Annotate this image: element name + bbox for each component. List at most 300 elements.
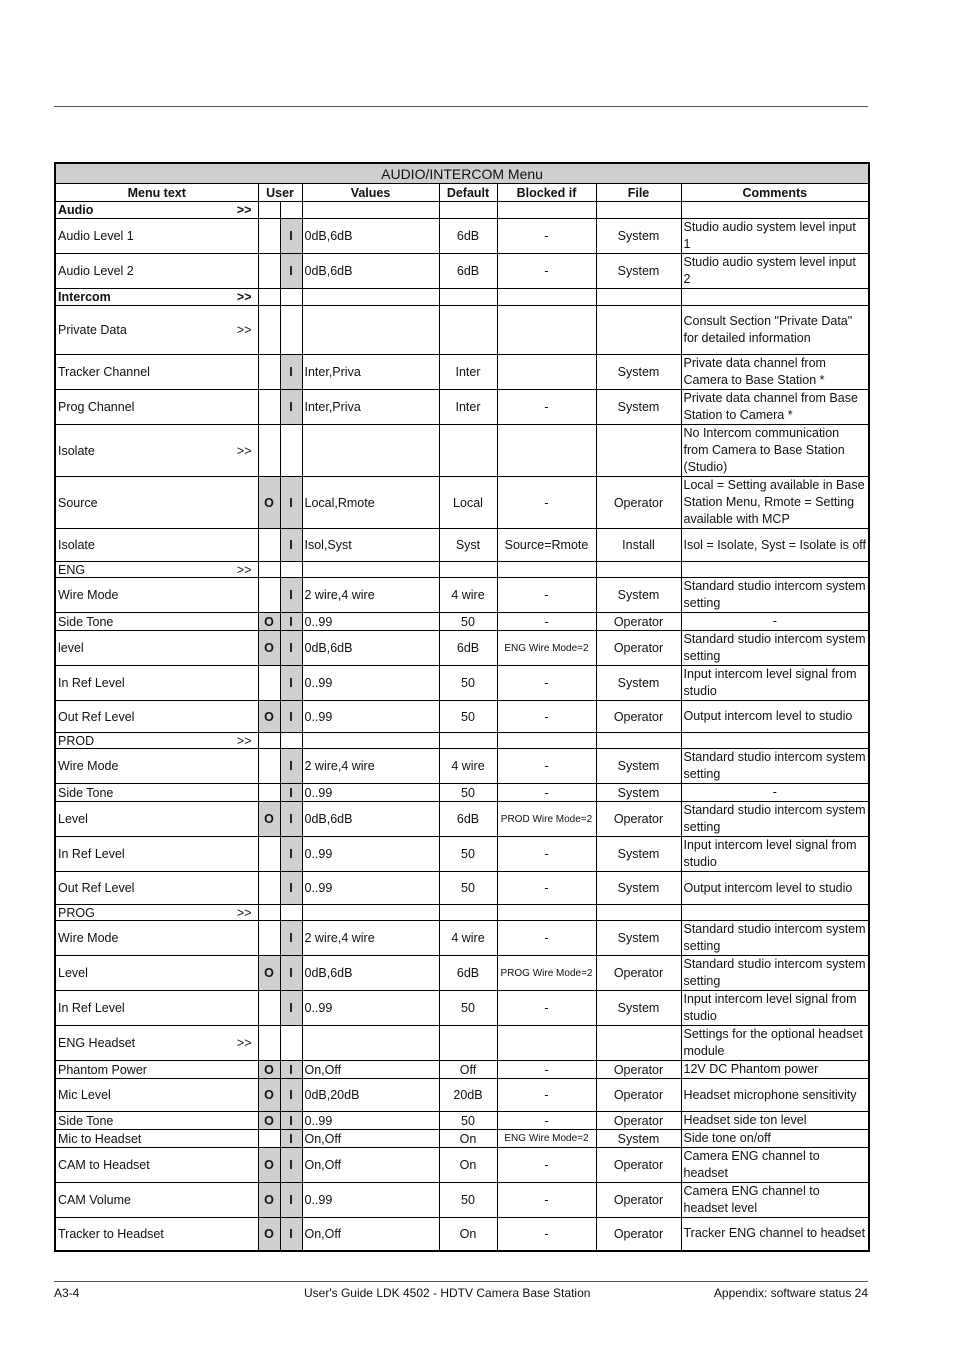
user-operator-flag bbox=[258, 529, 280, 562]
default-cell: 50 bbox=[439, 991, 497, 1026]
values-cell bbox=[302, 425, 439, 477]
blocked-if-cell: - bbox=[497, 613, 596, 631]
user-operator-flag bbox=[258, 1130, 280, 1148]
blocked-if-cell bbox=[497, 202, 596, 219]
blocked-if-cell: - bbox=[497, 701, 596, 733]
user-operator-flag bbox=[258, 749, 280, 784]
file-cell: System bbox=[596, 219, 681, 254]
file-cell: Operator bbox=[596, 802, 681, 837]
file-cell bbox=[596, 202, 681, 219]
user-install-flag: I bbox=[280, 956, 302, 991]
user-install-flag: I bbox=[280, 1183, 302, 1218]
values-cell: 0..99 bbox=[302, 1183, 439, 1218]
menu-text-cell bbox=[55, 219, 258, 254]
table-row bbox=[55, 872, 869, 905]
blocked-if-cell bbox=[497, 355, 596, 390]
file-cell: Operator bbox=[596, 956, 681, 991]
menu-text: Wire Mode bbox=[58, 759, 119, 773]
file-cell: System bbox=[596, 749, 681, 784]
default-cell: On bbox=[439, 1218, 497, 1251]
user-operator-flag: O bbox=[258, 1061, 280, 1079]
file-cell: Operator bbox=[596, 1183, 681, 1218]
values-cell: Inter,Priva bbox=[302, 390, 439, 425]
table-row bbox=[55, 733, 869, 749]
menu-text-cell bbox=[55, 1112, 258, 1130]
menu-text-cell bbox=[55, 289, 258, 306]
blocked-if-cell: - bbox=[497, 1218, 596, 1251]
menu-text: CAM Volume bbox=[58, 1193, 131, 1207]
menu-text-cell bbox=[55, 1148, 258, 1183]
col-header-user: User bbox=[258, 184, 302, 202]
blocked-if-cell: PROG Wire Mode=2 bbox=[497, 956, 596, 991]
menu-text-cell bbox=[55, 425, 258, 477]
default-cell bbox=[439, 202, 497, 219]
values-cell: 2 wire,4 wire bbox=[302, 578, 439, 613]
table-row bbox=[55, 562, 869, 578]
values-cell: 0..99 bbox=[302, 1112, 439, 1130]
table-row bbox=[55, 425, 869, 477]
user-operator-flag bbox=[258, 390, 280, 425]
table-row bbox=[55, 905, 869, 921]
user-install-flag: I bbox=[280, 784, 302, 802]
user-install-flag: I bbox=[280, 701, 302, 733]
blocked-if-cell bbox=[497, 905, 596, 921]
default-cell: 50 bbox=[439, 872, 497, 905]
page-number: A3-4 bbox=[54, 1286, 80, 1300]
values-cell: On,Off bbox=[302, 1061, 439, 1079]
blocked-if-cell: - bbox=[497, 254, 596, 289]
comments-cell bbox=[681, 289, 869, 306]
user-operator-flag: O bbox=[258, 956, 280, 991]
user-install-flag: I bbox=[280, 749, 302, 784]
menu-text-cell bbox=[55, 784, 258, 802]
comments-cell: Private data channel from Base Station to Camera * bbox=[681, 390, 869, 425]
menu-text: ENG Headset bbox=[58, 1036, 136, 1050]
menu-text: In Ref Level bbox=[58, 676, 125, 690]
blocked-if-cell: - bbox=[497, 1183, 596, 1218]
user-operator-flag bbox=[258, 905, 280, 921]
values-cell bbox=[302, 1026, 439, 1061]
user-install-flag: I bbox=[280, 1112, 302, 1130]
user-operator-flag: O bbox=[258, 802, 280, 837]
table-row bbox=[55, 921, 869, 956]
blocked-if-cell bbox=[497, 306, 596, 355]
table-row bbox=[55, 631, 869, 666]
file-cell: Operator bbox=[596, 1079, 681, 1112]
user-install-flag: I bbox=[280, 477, 302, 529]
user-install-flag bbox=[280, 1026, 302, 1061]
comments-cell: 12V DC Phantom power bbox=[681, 1061, 869, 1079]
blocked-if-cell: - bbox=[497, 749, 596, 784]
user-operator-flag bbox=[258, 306, 280, 355]
user-operator-flag bbox=[258, 219, 280, 254]
submenu-arrow: >> bbox=[236, 905, 252, 920]
menu-text: Prog Channel bbox=[58, 400, 135, 414]
table-row bbox=[55, 784, 869, 802]
comments-cell: Isol = Isolate, Syst = Isolate is off bbox=[681, 529, 869, 562]
table-row bbox=[55, 1148, 869, 1183]
submenu-arrow: >> bbox=[236, 443, 252, 458]
file-cell: System bbox=[596, 254, 681, 289]
file-cell bbox=[596, 306, 681, 355]
menu-text-cell bbox=[55, 1061, 258, 1079]
file-cell: System bbox=[596, 837, 681, 872]
user-operator-flag: O bbox=[258, 1112, 280, 1130]
menu-text-cell bbox=[55, 666, 258, 701]
values-cell: 0dB,6dB bbox=[302, 956, 439, 991]
default-cell: 50 bbox=[439, 701, 497, 733]
file-cell: System bbox=[596, 872, 681, 905]
values-cell: 2 wire,4 wire bbox=[302, 749, 439, 784]
default-cell: Inter bbox=[439, 355, 497, 390]
table-row bbox=[55, 1079, 869, 1112]
user-install-flag: I bbox=[280, 837, 302, 872]
submenu-arrow: >> bbox=[236, 733, 252, 748]
values-cell: 0dB,6dB bbox=[302, 219, 439, 254]
comments-cell: Private data channel from Camera to Base Station * bbox=[681, 355, 869, 390]
menu-text-cell bbox=[55, 701, 258, 733]
blocked-if-cell: - bbox=[497, 991, 596, 1026]
menu-text-cell bbox=[55, 991, 258, 1026]
file-cell bbox=[596, 562, 681, 578]
menu-text: Side Tone bbox=[58, 785, 114, 800]
file-cell: System bbox=[596, 784, 681, 802]
default-cell: 6dB bbox=[439, 219, 497, 254]
user-install-flag: I bbox=[280, 254, 302, 289]
default-cell: 4 wire bbox=[439, 921, 497, 956]
table-row bbox=[55, 289, 869, 306]
table-row bbox=[55, 701, 869, 733]
values-cell bbox=[302, 733, 439, 749]
values-cell: 0..99 bbox=[302, 701, 439, 733]
comments-cell: Input intercom level signal from studio bbox=[681, 666, 869, 701]
user-install-flag: I bbox=[280, 921, 302, 956]
table-row bbox=[55, 254, 869, 289]
comments-cell: Side tone on/off bbox=[681, 1130, 869, 1148]
comments-cell: Standard studio intercom system setting bbox=[681, 956, 869, 991]
menu-text: Intercom bbox=[58, 290, 111, 304]
user-operator-flag bbox=[258, 578, 280, 613]
values-cell bbox=[302, 306, 439, 355]
menu-text-cell bbox=[55, 1026, 258, 1061]
user-install-flag: I bbox=[280, 390, 302, 425]
table-row bbox=[55, 991, 869, 1026]
table-body bbox=[55, 202, 869, 1251]
comments-cell: - bbox=[681, 613, 869, 631]
user-install-flag: I bbox=[280, 355, 302, 390]
default-cell: 6dB bbox=[439, 802, 497, 837]
default-cell: Off bbox=[439, 1061, 497, 1079]
default-cell: 50 bbox=[439, 1112, 497, 1130]
blocked-if-cell: - bbox=[497, 837, 596, 872]
file-cell: Operator bbox=[596, 1218, 681, 1251]
comments-cell: Studio audio system level input 1 bbox=[681, 219, 869, 254]
values-cell bbox=[302, 562, 439, 578]
user-operator-flag: O bbox=[258, 701, 280, 733]
header-rule bbox=[54, 106, 868, 107]
file-cell: System bbox=[596, 578, 681, 613]
menu-text-cell bbox=[55, 631, 258, 666]
values-cell: 0..99 bbox=[302, 872, 439, 905]
comments-cell: Consult Section "Private Data" for detailed information bbox=[681, 306, 869, 355]
default-cell bbox=[439, 289, 497, 306]
blocked-if-cell bbox=[497, 425, 596, 477]
blocked-if-cell bbox=[497, 562, 596, 578]
col-header-file: File bbox=[596, 184, 681, 202]
values-cell bbox=[302, 202, 439, 219]
comments-cell bbox=[681, 202, 869, 219]
software-status: Appendix: software status 24 bbox=[713, 1286, 868, 1300]
comments-cell bbox=[681, 905, 869, 921]
comments-cell: Camera ENG channel to headset level bbox=[681, 1183, 869, 1218]
file-cell bbox=[596, 1026, 681, 1061]
default-cell bbox=[439, 733, 497, 749]
blocked-if-cell: ENG Wire Mode=2 bbox=[497, 631, 596, 666]
file-cell: System bbox=[596, 921, 681, 956]
footer-rule bbox=[54, 1281, 868, 1282]
menu-text-cell bbox=[55, 306, 258, 355]
comments-cell: No Intercom communication from Camera to Base Station (Studio) bbox=[681, 425, 869, 477]
table-row bbox=[55, 306, 869, 355]
file-cell: System bbox=[596, 390, 681, 425]
menu-text-cell bbox=[55, 477, 258, 529]
user-install-flag: I bbox=[280, 613, 302, 631]
table-title: AUDIO/INTERCOM Menu bbox=[55, 163, 869, 184]
table-row bbox=[55, 956, 869, 991]
default-cell bbox=[439, 562, 497, 578]
default-cell: 20dB bbox=[439, 1079, 497, 1112]
file-cell: Operator bbox=[596, 1148, 681, 1183]
user-operator-flag bbox=[258, 666, 280, 701]
menu-text-cell bbox=[55, 802, 258, 837]
comments-cell: Input intercom level signal from studio bbox=[681, 837, 869, 872]
comments-cell: Headset side ton level bbox=[681, 1112, 869, 1130]
menu-text: CAM to Headset bbox=[58, 1158, 150, 1172]
user-operator-flag bbox=[258, 425, 280, 477]
default-cell: On bbox=[439, 1130, 497, 1148]
values-cell: On,Off bbox=[302, 1218, 439, 1251]
comments-cell: Output intercom level to studio bbox=[681, 872, 869, 905]
default-cell bbox=[439, 306, 497, 355]
menu-text: Private Data bbox=[58, 323, 127, 337]
user-install-flag: I bbox=[280, 991, 302, 1026]
menu-text: Tracker to Headset bbox=[58, 1226, 164, 1241]
user-operator-flag bbox=[258, 289, 280, 306]
menu-text: ENG bbox=[58, 562, 86, 577]
comments-cell: Input intercom level signal from studio bbox=[681, 991, 869, 1026]
user-install-flag bbox=[280, 733, 302, 749]
menu-text-cell bbox=[55, 1218, 258, 1251]
menu-text-cell bbox=[55, 1183, 258, 1218]
blocked-if-cell bbox=[497, 733, 596, 749]
default-cell: 50 bbox=[439, 666, 497, 701]
user-install-flag: I bbox=[280, 529, 302, 562]
menu-text: In Ref Level bbox=[58, 847, 125, 861]
user-install-flag bbox=[280, 562, 302, 578]
menu-text: Side Tone bbox=[58, 614, 114, 629]
menu-text-cell bbox=[55, 254, 258, 289]
user-operator-flag bbox=[258, 872, 280, 905]
menu-text-cell bbox=[55, 613, 258, 631]
user-install-flag bbox=[280, 905, 302, 921]
table-row bbox=[55, 219, 869, 254]
menu-text-cell bbox=[55, 1079, 258, 1112]
table-row bbox=[55, 837, 869, 872]
menu-text: Tracker Channel bbox=[58, 365, 150, 379]
blocked-if-cell: - bbox=[497, 1148, 596, 1183]
menu-text-cell bbox=[55, 956, 258, 991]
file-cell bbox=[596, 905, 681, 921]
user-operator-flag bbox=[258, 1026, 280, 1061]
menu-text: PROG bbox=[58, 905, 95, 920]
comments-cell: Tracker ENG channel to headset bbox=[681, 1218, 869, 1251]
submenu-arrow: >> bbox=[236, 562, 252, 577]
menu-text-cell bbox=[55, 733, 258, 749]
file-cell bbox=[596, 733, 681, 749]
table-row bbox=[55, 1026, 869, 1061]
user-install-flag: I bbox=[280, 666, 302, 701]
comments-cell: Standard studio intercom system setting bbox=[681, 578, 869, 613]
default-cell: 4 wire bbox=[439, 578, 497, 613]
user-install-flag: I bbox=[280, 802, 302, 837]
comments-cell bbox=[681, 562, 869, 578]
col-header-values: Values bbox=[302, 184, 439, 202]
user-operator-flag: O bbox=[258, 631, 280, 666]
submenu-arrow: >> bbox=[236, 1036, 252, 1050]
menu-text: Source bbox=[58, 495, 98, 510]
menu-text: Phantom Power bbox=[58, 1062, 147, 1077]
table-row bbox=[55, 578, 869, 613]
values-cell: 0dB,6dB bbox=[302, 254, 439, 289]
table-row bbox=[55, 666, 869, 701]
menu-text-cell bbox=[55, 749, 258, 784]
menu-text-cell bbox=[55, 202, 258, 219]
file-cell: System bbox=[596, 666, 681, 701]
menu-text-cell bbox=[55, 905, 258, 921]
user-install-flag: I bbox=[280, 219, 302, 254]
menu-text: level bbox=[58, 641, 84, 655]
blocked-if-cell: - bbox=[497, 872, 596, 905]
blocked-if-cell: Source=Rmote bbox=[497, 529, 596, 562]
col-header-comments: Comments bbox=[681, 184, 869, 202]
comments-cell: Local = Setting available in Base Station Menu, Rmote = Setting available with MCP bbox=[681, 477, 869, 529]
file-cell: System bbox=[596, 991, 681, 1026]
file-cell: Install bbox=[596, 529, 681, 562]
menu-text-cell bbox=[55, 578, 258, 613]
default-cell: Local bbox=[439, 477, 497, 529]
comments-cell: Output intercom level to studio bbox=[681, 701, 869, 733]
default-cell: 50 bbox=[439, 837, 497, 872]
user-operator-flag bbox=[258, 355, 280, 390]
table-row bbox=[55, 613, 869, 631]
user-operator-flag: O bbox=[258, 1218, 280, 1251]
file-cell: Operator bbox=[596, 1112, 681, 1130]
values-cell: 0..99 bbox=[302, 613, 439, 631]
menu-text: Out Ref Level bbox=[58, 881, 135, 895]
file-cell: Operator bbox=[596, 613, 681, 631]
user-operator-flag bbox=[258, 921, 280, 956]
menu-text-cell bbox=[55, 921, 258, 956]
user-operator-flag bbox=[258, 837, 280, 872]
values-cell: Inter,Priva bbox=[302, 355, 439, 390]
user-operator-flag: O bbox=[258, 613, 280, 631]
menu-text-cell bbox=[55, 872, 258, 905]
user-install-flag bbox=[280, 425, 302, 477]
user-install-flag bbox=[280, 202, 302, 219]
user-install-flag: I bbox=[280, 1218, 302, 1251]
table-row bbox=[55, 749, 869, 784]
user-install-flag: I bbox=[280, 872, 302, 905]
table-row bbox=[55, 1183, 869, 1218]
default-cell bbox=[439, 425, 497, 477]
user-operator-flag bbox=[258, 202, 280, 219]
comments-cell: Standard studio intercom system setting bbox=[681, 631, 869, 666]
default-cell bbox=[439, 905, 497, 921]
user-install-flag: I bbox=[280, 631, 302, 666]
guide-title: User's Guide LDK 4502 - HDTV Camera Base Station bbox=[304, 1286, 591, 1300]
menu-text: Audio bbox=[58, 203, 94, 217]
table-row bbox=[55, 202, 869, 219]
user-operator-flag bbox=[258, 733, 280, 749]
menu-text-cell bbox=[55, 837, 258, 872]
comments-cell: Settings for the optional headset module bbox=[681, 1026, 869, 1061]
menu-text: Wire Mode bbox=[58, 931, 119, 945]
col-header-blocked-if: Blocked if bbox=[497, 184, 596, 202]
menu-text-cell bbox=[55, 529, 258, 562]
user-install-flag bbox=[280, 289, 302, 306]
default-cell: Syst bbox=[439, 529, 497, 562]
table-row bbox=[55, 1061, 869, 1079]
default-cell: 4 wire bbox=[439, 749, 497, 784]
comments-cell bbox=[681, 733, 869, 749]
blocked-if-cell: - bbox=[497, 666, 596, 701]
menu-text-cell bbox=[55, 562, 258, 578]
col-header-menu-text: Menu text bbox=[55, 184, 258, 202]
file-cell: Operator bbox=[596, 477, 681, 529]
menu-text: Isolate bbox=[58, 443, 95, 458]
menu-text: Level bbox=[58, 812, 88, 826]
blocked-if-cell: - bbox=[497, 921, 596, 956]
blocked-if-cell: ENG Wire Mode=2 bbox=[497, 1130, 596, 1148]
comments-cell: Standard studio intercom system setting bbox=[681, 921, 869, 956]
values-cell: On,Off bbox=[302, 1130, 439, 1148]
menu-text: In Ref Level bbox=[58, 1001, 125, 1015]
comments-cell: Studio audio system level input 2 bbox=[681, 254, 869, 289]
menu-text: Isolate bbox=[58, 538, 95, 552]
values-cell bbox=[302, 905, 439, 921]
blocked-if-cell: - bbox=[497, 219, 596, 254]
file-cell: System bbox=[596, 1130, 681, 1148]
blocked-if-cell: - bbox=[497, 1079, 596, 1112]
table-row bbox=[55, 1130, 869, 1148]
table-row bbox=[55, 1218, 869, 1251]
values-cell: On,Off bbox=[302, 1148, 439, 1183]
blocked-if-cell: - bbox=[497, 784, 596, 802]
blocked-if-cell: - bbox=[497, 390, 596, 425]
user-install-flag: I bbox=[280, 1148, 302, 1183]
user-install-flag bbox=[280, 306, 302, 355]
default-cell bbox=[439, 1026, 497, 1061]
values-cell: 0dB,20dB bbox=[302, 1079, 439, 1112]
values-cell: 0..99 bbox=[302, 666, 439, 701]
values-cell: Local,Rmote bbox=[302, 477, 439, 529]
user-operator-flag: O bbox=[258, 1183, 280, 1218]
user-operator-flag: O bbox=[258, 1079, 280, 1112]
default-cell: 6dB bbox=[439, 956, 497, 991]
menu-text: Side Tone bbox=[58, 1113, 114, 1128]
file-cell: Operator bbox=[596, 631, 681, 666]
user-operator-flag: O bbox=[258, 1148, 280, 1183]
